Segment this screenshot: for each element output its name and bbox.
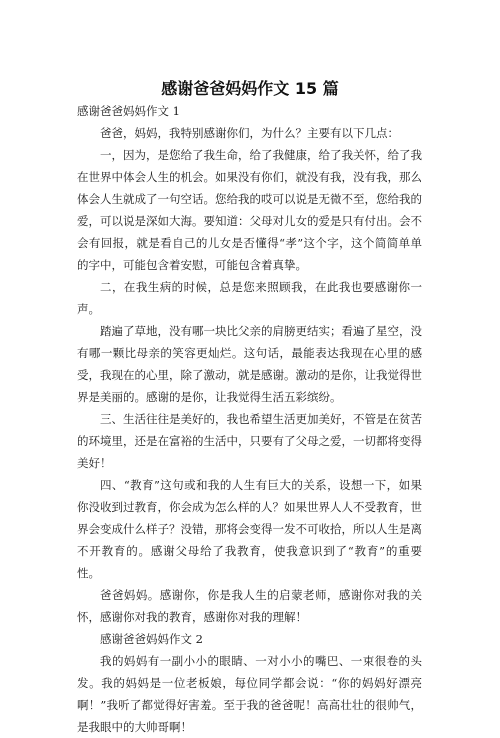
paragraph: 三、生活往往是美好的，我也希望生活更加美好，不管是在贫苦的环境里，还是在富裕的生活中，只要有了父母之爱，一切都将变得美好！ xyxy=(77,412,422,470)
document-body xyxy=(77,100,422,738)
section-heading: 感谢爸爸妈妈作文 2 xyxy=(100,632,203,646)
paragraph: 二，在我生病的时候，总是您来照顾我，在此我也要感谢你一声。 xyxy=(77,280,422,316)
paragraph: 爸爸妈妈。感谢你，你是我人生的启蒙老师，感谢你对我的关怀，感谢你对我的教育，感谢你对我的理解！ xyxy=(77,588,422,624)
section-heading: 感谢爸爸妈妈作文 1 xyxy=(77,104,180,118)
paragraph: 一，因为，是您给了我生命，给了我健康，给了我关怀，给了我在世界中体会人生的机会。如果没有你们，就没有我，没有我，那么体会人生就成了一句空话。您给我的哎可以说是无微不至，您给我的爱，可以说是深如大海。要知道：父母对儿女的爱是只有付出。会不会有回报，就是看自己的儿女是否懂得“孝”这个字，这个简简单单的字中，可能包含着安慰，可能包含着真挚。 xyxy=(77,148,422,272)
paragraph: 爸爸，妈妈，我特别感谢你们，为什么？主要有以下几点： xyxy=(100,126,399,140)
paragraph: 我的妈妈有一副小小的眼睛、一对小小的嘴巴、一束很卷的头发。我的妈妈是一位老板娘，每位同学都会说：“你的妈妈好漂亮啊！”我听了都觉得好害羞。至于我的爸爸呢！高高壮壮的很帅气，是我眼中的大帅哥啊！ xyxy=(77,654,422,734)
paragraph: 四、“教育”这句或和我的人生有巨大的关系，设想一下，如果你没收到过教育，你会成为怎么样的人？如果世界人人不受教育，世界会变成什么样子？没错，那将会变得一发不可收拾，所以人生是离不开教育的。感谢父母给了我教育，使我意识到了“教育”的重要性。 xyxy=(77,478,422,580)
paragraph: 踏遍了草地，没有哪一块比父亲的肩膀更结实；看遍了星空，没有哪一颗比母亲的笑容更灿烂。这句话，最能表达我现在心里的感受，我现在的心里，除了激动，就是感谢。激动的是你，让我觉得世界是美丽的。感谢的是你，让我觉得生活五彩缤纷。 xyxy=(77,324,422,404)
document-title: 感谢爸爸妈妈作文 15 篇 xyxy=(161,79,339,98)
